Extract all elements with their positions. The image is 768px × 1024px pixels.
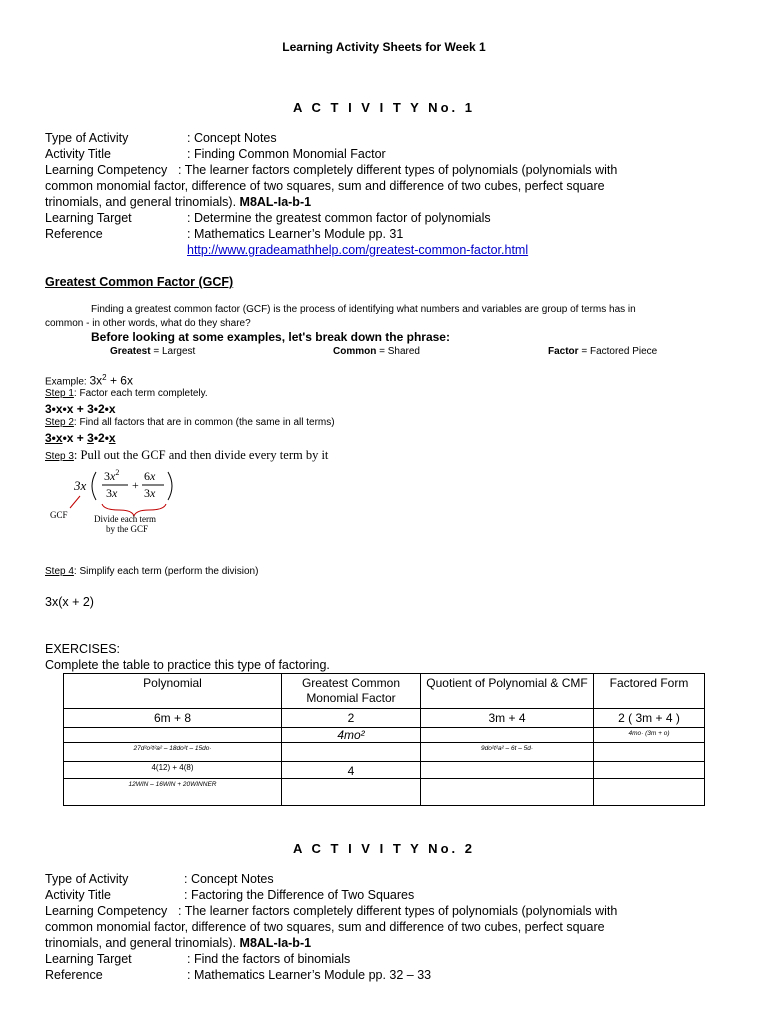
diagram-divide-line2: by the GCF xyxy=(106,524,149,534)
learning-competency-line2: common monomial factor, difference of two squares, sum and difference of two cubes, perfect square xyxy=(45,179,605,193)
gcf-division-diagram xyxy=(44,464,184,536)
type-of-activity-value-2: : Concept Notes xyxy=(184,872,274,886)
table-cell xyxy=(594,743,705,762)
example: Example: $3x^2 + 6x$ xyxy=(45,373,133,388)
gcf-heading: Greatest Common Factor (GCF) xyxy=(45,275,234,289)
table-cell xyxy=(421,762,594,779)
table-row xyxy=(64,779,705,806)
learning-competency-label-2: Learning Competency xyxy=(45,904,168,918)
column-header-quotient: Quotient of Polynomial & CMF xyxy=(421,674,594,709)
table-cell: 3m + 4 xyxy=(421,709,594,728)
table-cell: 4(12) + 4(8) xyxy=(64,762,282,779)
type-of-activity-label: Type of Activity xyxy=(45,131,129,145)
activity-title-label: Activity Title xyxy=(45,147,111,161)
exercise-table xyxy=(63,673,705,806)
exercises-instruction: Complete the table to practice this type of factoring. xyxy=(45,658,330,672)
activity-1-heading: A C T I V I T Y No. 1 xyxy=(293,100,475,115)
table-cell: 27d²o²t²a² – 18do²t – 15do· xyxy=(64,743,282,762)
table-row xyxy=(64,762,705,779)
learning-target-value-2: : Find the factors of binomials xyxy=(187,952,351,966)
left-paren xyxy=(92,472,96,500)
step-2-expression: 3•x•x + 3•2•x xyxy=(45,431,116,445)
reference-value-2: : Mathematics Learner’s Module pp. 32 – 33 xyxy=(187,968,432,982)
activity-title-label-2: Activity Title xyxy=(45,888,111,902)
exercises-heading: EXERCISES: xyxy=(45,642,121,656)
fraction1-numerator: $3x^2$ xyxy=(104,468,120,483)
factor-definition: Factor = Factored Piece xyxy=(548,346,658,357)
activity-title-value-2: : Factoring the Difference of Two Squares xyxy=(184,888,415,902)
step-4: Step 4: Simplify each term (perform the division) xyxy=(45,566,259,577)
gcf-factor-3x: 3x xyxy=(74,478,87,493)
step-1: Step 1: Factor each term completely. xyxy=(45,388,208,399)
learning-target-label: Learning Target xyxy=(45,211,132,225)
table-cell: 4mo· (3m + o) xyxy=(594,728,705,743)
learning-competency-value: : The learner factors completely different types of polynomials (polynomials with xyxy=(178,163,618,177)
right-paren xyxy=(168,472,172,500)
column-header-polynomial: Polynomial xyxy=(64,674,282,709)
learning-competency-label: Learning Competency xyxy=(45,163,168,177)
reference-label: Reference xyxy=(45,227,103,241)
page-title: Learning Activity Sheets for Week 1 xyxy=(282,40,486,54)
fraction2-numerator: 6x xyxy=(144,469,156,483)
common-definition: Common = Shared xyxy=(333,346,420,357)
column-header-gcmf: Greatest Common Monomial Factor xyxy=(282,674,421,709)
table-cell: 2 xyxy=(282,709,421,728)
learning-competency-line3-2: trinomials, and general trinomials). M8AL-Ia-b-1 xyxy=(45,936,312,950)
table-cell: 9do²t²a² – 6t – 5d· xyxy=(421,743,594,762)
learning-target-label-2: Learning Target xyxy=(45,952,132,966)
table-cell: 6m + 8 xyxy=(64,709,282,728)
gcf-breakdown: Before looking at some examples, let's break down the phrase: xyxy=(91,330,450,344)
reference-value: : Mathematics Learner’s Module pp. 31 xyxy=(187,227,404,241)
fraction1-denominator: 3x xyxy=(106,486,118,500)
type-of-activity-label-2: Type of Activity xyxy=(45,872,129,886)
table-row xyxy=(64,709,705,728)
table-header-row xyxy=(64,674,705,709)
table-cell xyxy=(594,779,705,806)
table-cell xyxy=(421,728,594,743)
table-cell: 12WIN – 16WIN + 20WINNER xyxy=(64,779,282,806)
column-header-factored-form: Factored Form xyxy=(594,674,705,709)
learning-target-value: : Determine the greatest common factor of polynomials xyxy=(187,211,491,225)
table-cell xyxy=(282,743,421,762)
table-cell: 2 ( 3m + 4 ) xyxy=(594,709,705,728)
learning-competency-line3: trinomials, and general trinomials). M8AL-Ia-b-1 xyxy=(45,195,312,209)
step-1-expression: 3•x•x + 3•2•x xyxy=(45,402,116,416)
gcf-result: 3x(x + 2) xyxy=(45,595,94,609)
table-row xyxy=(64,728,705,743)
gcf-arrow xyxy=(70,496,80,508)
greatest-definition: Greatest = Largest xyxy=(110,346,196,357)
reference-link[interactable]: http://www.gradeamathhelp.com/greatest-common-factor.html xyxy=(187,243,529,257)
table-cell: 4mo² xyxy=(282,728,421,743)
learning-competency-line2-2: common monomial factor, difference of two squares, sum and difference of two cubes, perfect square xyxy=(45,920,605,934)
step-3: Step 3: Pull out the GCF and then divide every term by it xyxy=(45,448,329,462)
learning-competency-value-2: : The learner factors completely different types of polynomials (polynomials with xyxy=(178,904,618,918)
table-cell xyxy=(282,779,421,806)
gcf-intro-line2: common - in other words, what do they share? xyxy=(45,318,251,329)
table-cell xyxy=(421,779,594,806)
type-of-activity-value: : Concept Notes xyxy=(187,131,277,145)
diagram-divide-line1: Divide each term xyxy=(94,514,156,524)
gcf-intro-line1: Finding a greatest common factor (GCF) is the process of identifying what numbers and variables are group of terms has in xyxy=(91,304,636,315)
step-2: Step 2: Find all factors that are in common (the same in all terms) xyxy=(45,417,335,428)
reference-label-2: Reference xyxy=(45,968,103,982)
diagram-gcf-label: GCF xyxy=(50,510,68,520)
table-cell: 4 xyxy=(282,762,421,779)
plus-sign: + xyxy=(132,478,139,492)
table-row xyxy=(64,743,705,762)
activity-title-value: : Finding Common Monomial Factor xyxy=(187,147,386,161)
table-cell xyxy=(64,728,282,743)
fraction2-denominator: 3x xyxy=(144,486,156,500)
activity-2-heading: A C T I V I T Y No. 2 xyxy=(293,841,475,856)
table-cell xyxy=(594,762,705,779)
